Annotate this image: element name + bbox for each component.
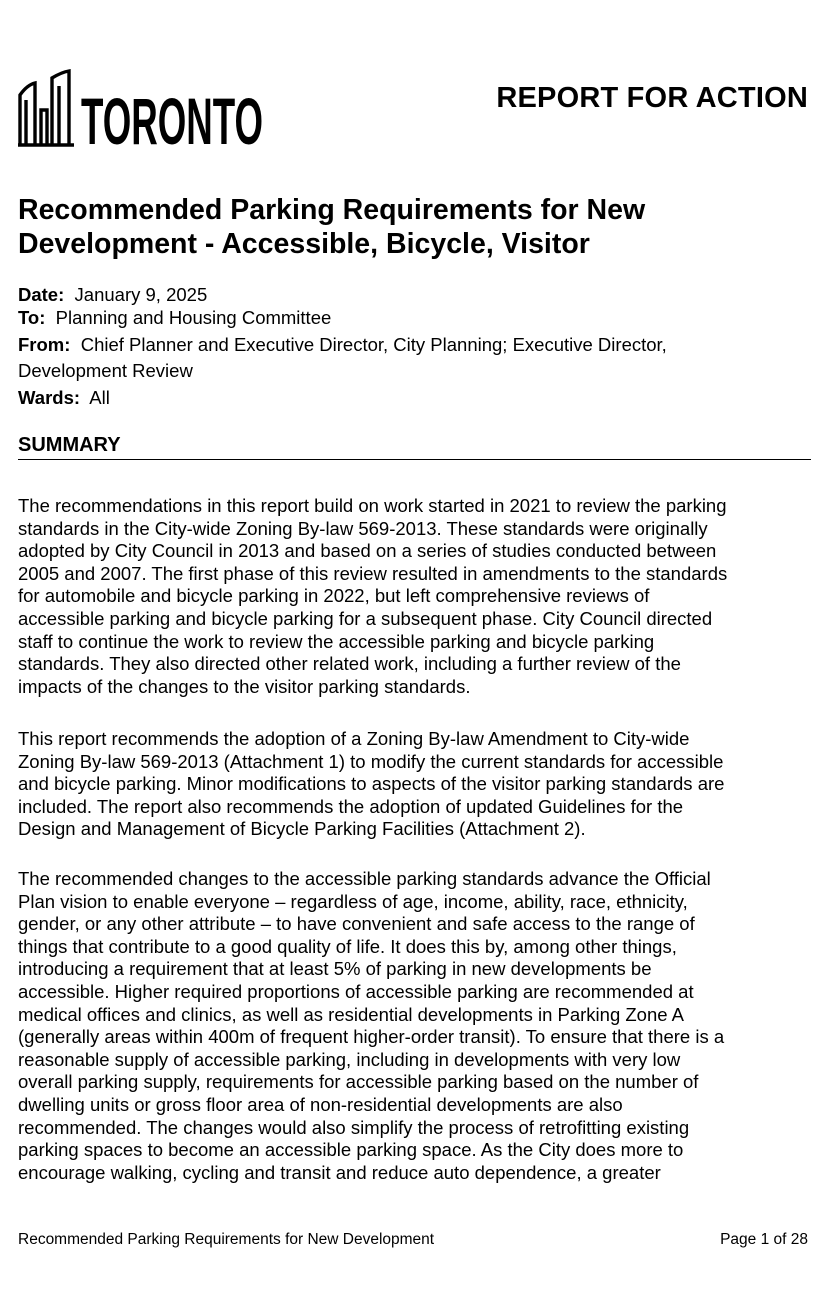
text-line: accessible parking and bicycle parking for a subsequent phase. City Council directed: [18, 607, 713, 629]
section-divider: [18, 459, 811, 460]
text-line: introducing a requirement that at least 5% of parking in new developments be: [18, 958, 652, 980]
text-line: and bicycle parking. Minor modifications to aspects of the visitor parking standards are: [18, 773, 725, 795]
text-line: staff to continue the work to review the accessible parking and bicycle parking: [18, 630, 655, 652]
text-line: Zoning By-law 569-2013 (Attachment 1) to modify the current standards for accessible: [18, 750, 724, 772]
text-line: for automobile and bicycle parking in 2022, but left comprehensive reviews of: [18, 585, 650, 607]
meta-from-value: Chief Planner and Executive Director, City Planning; Executive Director,: [80, 334, 667, 355]
text-line: accessible. Higher required proportions of accessible parking are recommended at: [18, 980, 694, 1002]
meta-wards: [18, 387, 808, 409]
report-title-line: Recommended Parking Requirements for New: [18, 194, 646, 226]
meta-from-value-cont: Development Review: [18, 360, 193, 381]
text-line: recommended. The changes would also simplify the process of retrofitting existing: [18, 1116, 690, 1138]
meta-date-value: January 9, 2025: [74, 284, 208, 305]
text-line: adopted by City Council in 2013 and based on a series of studies conducted between: [18, 540, 717, 562]
summary-paragraph-1: [18, 495, 818, 698]
report-title-line: Development - Accessible, Bicycle, Visitor: [18, 228, 590, 260]
text-line: (generally areas within 400m of frequent higher-order transit). To ensure that there is a: [18, 1026, 725, 1048]
text-line: standards in the City-wide Zoning By-law 569-2013. These standards were originally: [18, 517, 708, 539]
footer-title: Recommended Parking Requirements for New Development: [18, 1231, 435, 1248]
summary-paragraph-2: [18, 728, 818, 841]
text-line: standards. They also directed other related work, including a further review of the: [18, 653, 681, 675]
meta-date-label: Date:: [18, 284, 65, 305]
meta-from: [18, 334, 808, 356]
meta-to-label: To:: [18, 307, 46, 328]
text-line: The recommendations in this report build on work started in 2021 to review the parking: [18, 495, 727, 516]
text-line: gender, or any other attribute – to have convenient and safe access to the range of: [18, 913, 695, 935]
report-title: [18, 193, 798, 261]
text-line: parking spaces to become an accessible parking space. As the City does more to: [18, 1139, 684, 1161]
text-line: Design and Management of Bicycle Parking Facilities (Attachment 2).: [18, 818, 586, 840]
text-line: reasonable supply of accessible parking, including in developments with very low: [18, 1048, 681, 1070]
meta-wards-label: Wards:: [18, 387, 81, 408]
meta-wards-value: All: [89, 387, 110, 408]
text-line: 2005 and 2007. The first phase of this review resulted in amendments to the standards: [18, 562, 728, 584]
meta-to-value: Planning and Housing Committee: [55, 307, 332, 328]
text-line: overall parking supply, requirements for accessible parking based on the number of: [18, 1071, 699, 1093]
text-line: dwelling units or gross floor area of non-residential developments are also: [18, 1093, 623, 1115]
text-line: included. The report also recommends the adoption of updated Guidelines for the: [18, 795, 684, 817]
meta-to: [18, 307, 808, 329]
text-line: encourage walking, cycling and transit and reduce auto dependence, a greater: [18, 1161, 661, 1183]
text-line: The recommended changes to the accessible parking standards advance the Official: [18, 868, 711, 889]
text-line: impacts of the changes to the visitor parking standards.: [18, 675, 471, 697]
summary-paragraph-3: [18, 868, 818, 1184]
text-line: This report recommends the adoption of a Zoning By-law Amendment to City-wide: [18, 728, 690, 749]
text-line: Plan vision to enable everyone – regardless of age, income, ability, race, ethnicity,: [18, 890, 688, 912]
report-type: REPORT FOR ACTION: [496, 82, 808, 114]
meta-date: [18, 284, 808, 306]
meta-from-continued: [18, 360, 808, 382]
text-line: things that contribute to a good quality of life. It does this by, among other things,: [18, 935, 677, 957]
toronto-logo: [17, 68, 267, 158]
city-hall-icon: [18, 71, 74, 145]
text-line: medical offices and clinics, as well as residential developments in Parking Zone A: [18, 1003, 684, 1025]
summary-heading: SUMMARY: [18, 434, 121, 456]
page-number: Page 1 of 28: [720, 1231, 808, 1248]
meta-from-label: From:: [18, 334, 71, 355]
logo-wordmark: TORONTO: [81, 84, 263, 158]
